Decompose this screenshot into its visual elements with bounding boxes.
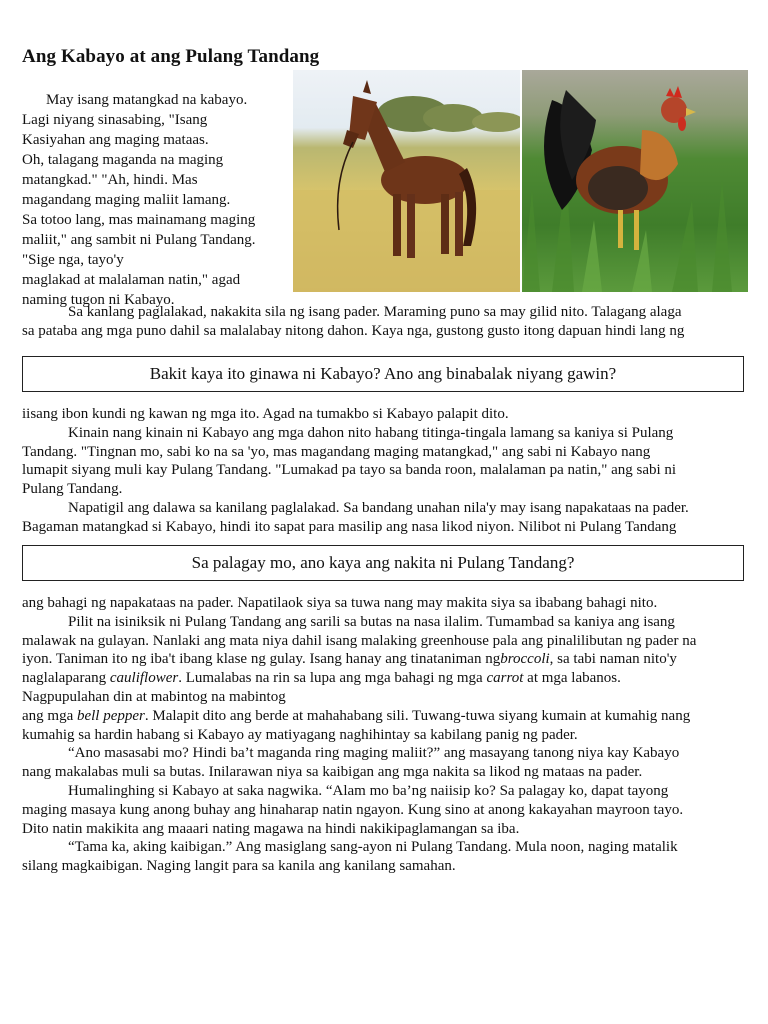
text-line: Humalinghing si Kabayo at saka nagwika. “Alam mo ba’ng naiisip ko? Sa palagay ko, dapat tayong	[68, 782, 669, 799]
text-line: Tandang. "Tingnan mo, sabi ko na sa 'yo, mas magandang maging matangkad," ang sabi ni Kabayo nang	[22, 443, 651, 460]
horse-photo	[293, 70, 520, 292]
text-line: Dito natin makikita ang maaari nating magawa na hindi nakikipaglamangan sa iba.	[22, 820, 520, 837]
text-line: "Sige nga, tayo'y	[22, 252, 124, 268]
question-box: Bakit kaya ito ginawa ni Kabayo? Ano ang binabalak niyang gawin?	[22, 356, 744, 392]
text-line: Napatigil ang dalawa sa kanilang paglalakad. Sa bandang unahan nila'y may isang napakataas na pader.	[68, 499, 689, 516]
question-box: Sa palagay mo, ano kaya ang nakita ni Pulang Tandang?	[22, 545, 744, 581]
text-line: Nagpupulahan din at mabintog na mabintog	[22, 688, 286, 705]
text-line: lumapit siyang muli kay Pulang Tandang. "Lumakad pa tayo sa banda roon, malalaman pa natin," ang sabi ni	[22, 462, 677, 479]
text-line: Pulang Tandang.	[22, 481, 123, 498]
rooster-photo	[522, 70, 748, 292]
text-line: iyon. Taniman ito ng iba't ibang klase ng gulay. Isang hanay ang tinataniman ngbroccoli, sa tabi naman nito'y	[22, 651, 677, 668]
text-line: Kinain nang kinain ni Kabayo ang mga dahon nito habang titinga-tingala lamang sa kaniya si Pulang	[68, 424, 674, 441]
paragraph	[22, 594, 750, 876]
text-line: maging masaya kung anong buhay ang hinaharap natin ngayon. Kung sino at anong kakayahan mayroon tayo.	[22, 801, 684, 818]
text-line: sa pataba ang mga puno dahil sa malalabay nitong dahon. Kaya nga, gustong gusto itong dapuan hindi lang ng	[22, 322, 685, 339]
text-line: maglakad at malalaman natin," agad	[22, 272, 241, 288]
text-line: kumahig sa hardin habang si Kabayo ay matiyagang naghihintay sa kabilang panig ng pader.	[22, 726, 578, 743]
text-line: ang bahagi ng napakataas na pader. Napatilaok siya sa tuwa nang may makita siya sa ibabang bahagi nito.	[22, 595, 658, 611]
text-line: maliit," ang sambit ni Pulang Tandang.	[22, 232, 256, 248]
text-line: “Ano masasabi mo? Hindi ba’t maganda ring maging maliit?” ang masayang tanong niya kay Kabayo	[68, 745, 680, 762]
text-line: Kasiyahan ang maging mataas.	[22, 132, 209, 148]
text-line: Lagi niyang sinasabing, "Isang	[22, 112, 208, 128]
text-line: Sa kanlang paglalakad, nakakita sila ng isang pader. Maraming puno sa may gilid nito. Talagang alaga	[68, 304, 682, 320]
story-title: Ang Kabayo at ang Pulang Tandang	[22, 46, 320, 67]
text-line: Pilit na isiniksik ni Pulang Tandang ang sarili sa butas na nasa ilalim. Tumambad sa kaniya ang isang	[68, 613, 675, 630]
text-line: naglalaparang cauliflower. Lumalabas na rin sa lupa ang mga bahagi ng mga carrot at mga labanos.	[22, 670, 621, 687]
text-line: matangkad." "Ah, hindi. Mas	[22, 172, 198, 188]
text-line: iisang ibon kundi ng kawan ng mga ito. Agad na tumakbo si Kabayo palapit dito.	[22, 406, 509, 422]
text-line: Oh, talagang maganda na maging	[22, 152, 224, 168]
text-line: May isang matangkad na kabayo.	[46, 92, 248, 108]
text-line: nang makalabas muli sa butas. Inilarawan niya sa kaibigan ang mga nakita sa likod ng mataas na pader.	[22, 764, 643, 781]
text-line: Bagaman matangkad si Kabayo, hindi ito sapat para masilip ang nasa likod niyon. Nilibot ni Pulang Tandang	[22, 518, 677, 535]
text-line: ang mga bell pepper. Malapit dito ang berde at mahahabang sili. Tuwang-tuwa siyang kumain at kumahig nang	[22, 707, 691, 724]
intro-paragraph	[22, 90, 294, 310]
text-line: malawak na gulayan. Nanlaki ang mata niya dahil isang malaking greenhouse pala ang pinalilibutan ng pader na	[22, 632, 697, 649]
text-line: silang magkaibigan. Naging langit para sa kanila ang kanilang samahan.	[22, 858, 456, 875]
paragraph	[22, 405, 750, 537]
text-line: Sa totoo lang, mas mainamang maging	[22, 212, 256, 228]
paragraph	[22, 303, 750, 341]
text-line: “Tama ka, aking kaibigan.” Ang masiglang sang-ayon ni Pulang Tandang. Mula noon, naging matalik	[68, 839, 678, 856]
text-line: magandang maging maliit lamang.	[22, 192, 231, 208]
text-line: naming tugon ni Kabayo.	[22, 292, 175, 308]
